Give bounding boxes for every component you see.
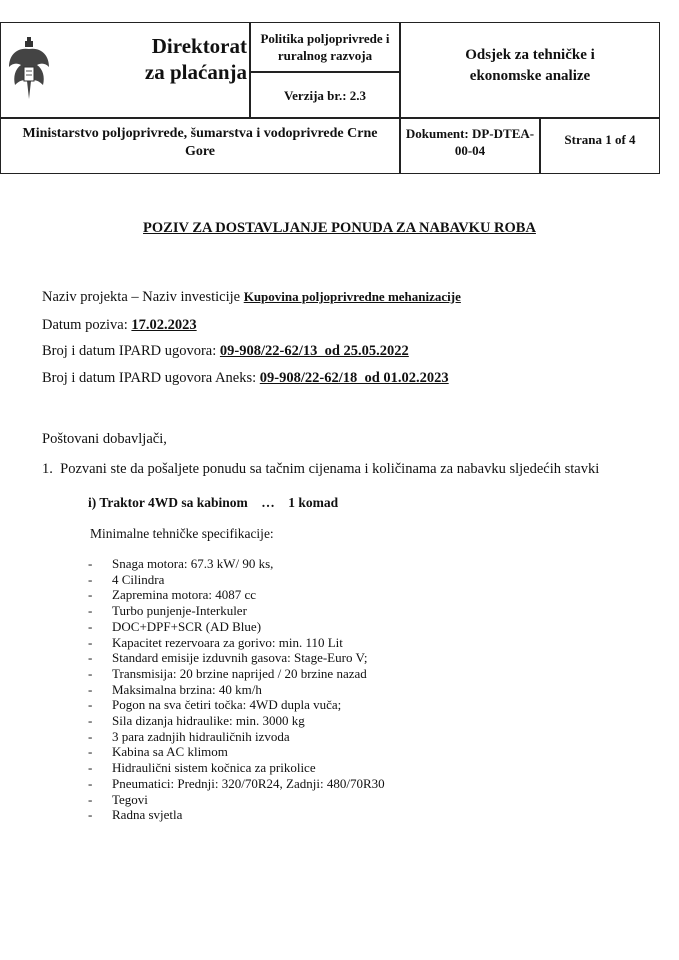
spec-item: - Tegovi <box>88 791 148 807</box>
spec-item: - 3 para zadnjih hidrauličnih izvoda <box>88 728 290 744</box>
org-title-line1: Direktorat <box>151 34 247 58</box>
item-title: i) Traktor 4WD sa kabinom … 1 komad <box>88 495 339 510</box>
header-page-cell <box>540 118 660 174</box>
project-value: Kupovina poljoprivredne mehanizacije <box>243 289 461 304</box>
org-title <box>97 33 247 85</box>
spec-item: - Zapremina motora: 4087 cc <box>88 587 257 603</box>
policy-line2: ruralnog razvoja <box>277 48 373 63</box>
date-label: Datum poziva: <box>42 317 128 333</box>
document-line1: Dokument: DP-DTEA- <box>405 126 535 141</box>
spec-title: Minimalne tehničke specifikacije: <box>90 526 274 541</box>
contract-value: 09-908/22-62/13 od 25.05.2022 <box>219 343 409 359</box>
spec-item: - Standard emisije izduvnih gasova: Stage-Euro V; <box>88 650 368 666</box>
header-version-cell <box>250 72 400 118</box>
spec-item: - Radna svjetla <box>88 807 183 823</box>
contract-line <box>42 343 409 360</box>
header-document-cell <box>400 118 540 174</box>
annex-line <box>42 370 449 387</box>
org-title-line2: za plaćanja <box>144 60 247 84</box>
spec-item: - Pneumatici: Prednji: 320/70R24, Zadnji: 480/70R30 <box>88 775 385 791</box>
annex-value: 09-908/22-62/18 od 01.02.2023 <box>259 370 449 386</box>
spec-item: - 4 Cilindra <box>88 571 165 587</box>
page-number: Strana 1 of 4 <box>564 132 636 147</box>
header-org-cell <box>0 22 250 118</box>
coat-of-arms-icon <box>7 37 51 103</box>
header-department-cell <box>400 22 660 118</box>
spec-item: - Turbo punjenje-Interkuler <box>88 603 247 619</box>
project-label: Naziv projekta – Naziv investicije <box>42 289 241 305</box>
spec-item: - Maksimalna brzina: 40 km/h <box>88 681 262 697</box>
header-policy-cell <box>250 22 400 72</box>
date-value: 17.02.2023 <box>131 317 197 333</box>
ministry-line2: Gore <box>184 144 216 159</box>
department-line2: ekonomske analize <box>469 68 591 84</box>
ministry-line1: Ministarstvo poljoprivrede, šumarstva i vodoprivrede Crne <box>22 126 378 141</box>
contract-label: Broj i datum IPARD ugovora: <box>42 343 217 359</box>
project-line <box>42 289 461 306</box>
spec-item: - Kapacitet rezervoara za gorivo: min. 110 Lit <box>88 634 343 650</box>
header-ministry-cell <box>0 118 400 174</box>
invitation-text: 1. Pozvani ste da pošaljete ponudu sa tačnim cijenama i količinama za nabavku sljedećih stavki <box>42 461 600 477</box>
spec-item: - Pogon na sva četiri točka: 4WD dupla vuča; <box>88 697 342 713</box>
spec-item: - Transmisija: 20 brzine naprijed / 20 brzine nazad <box>88 665 367 681</box>
spec-item: - Sila dizanja hidraulike: min. 3000 kg <box>88 713 305 729</box>
version-label: Verzija br.: 2.3 <box>283 88 367 103</box>
annex-label: Broj i datum IPARD ugovora Aneks: <box>42 370 257 386</box>
document-title: POZIV ZA DOSTAVLJANJE PONUDA ZA NABAVKU ROBA <box>143 220 536 236</box>
spec-item: - DOC+DPF+SCR (AD Blue) <box>88 618 262 634</box>
document-line2: 00-04 <box>454 143 486 158</box>
spec-item: - Snaga motora: 67.3 kW/ 90 ks, <box>88 556 274 571</box>
greeting: Poštovani dobavljači, <box>42 431 167 447</box>
policy-line1: Politika poljoprivrede i <box>260 31 390 46</box>
spec-item: - Kabina sa AC klimom <box>88 744 228 760</box>
date-line <box>42 317 197 334</box>
spec-list <box>88 556 385 823</box>
spec-item: - Hidraulični sistem kočnica za prikolice <box>88 760 316 776</box>
department-line1: Odsjek za tehničke i <box>465 47 595 63</box>
